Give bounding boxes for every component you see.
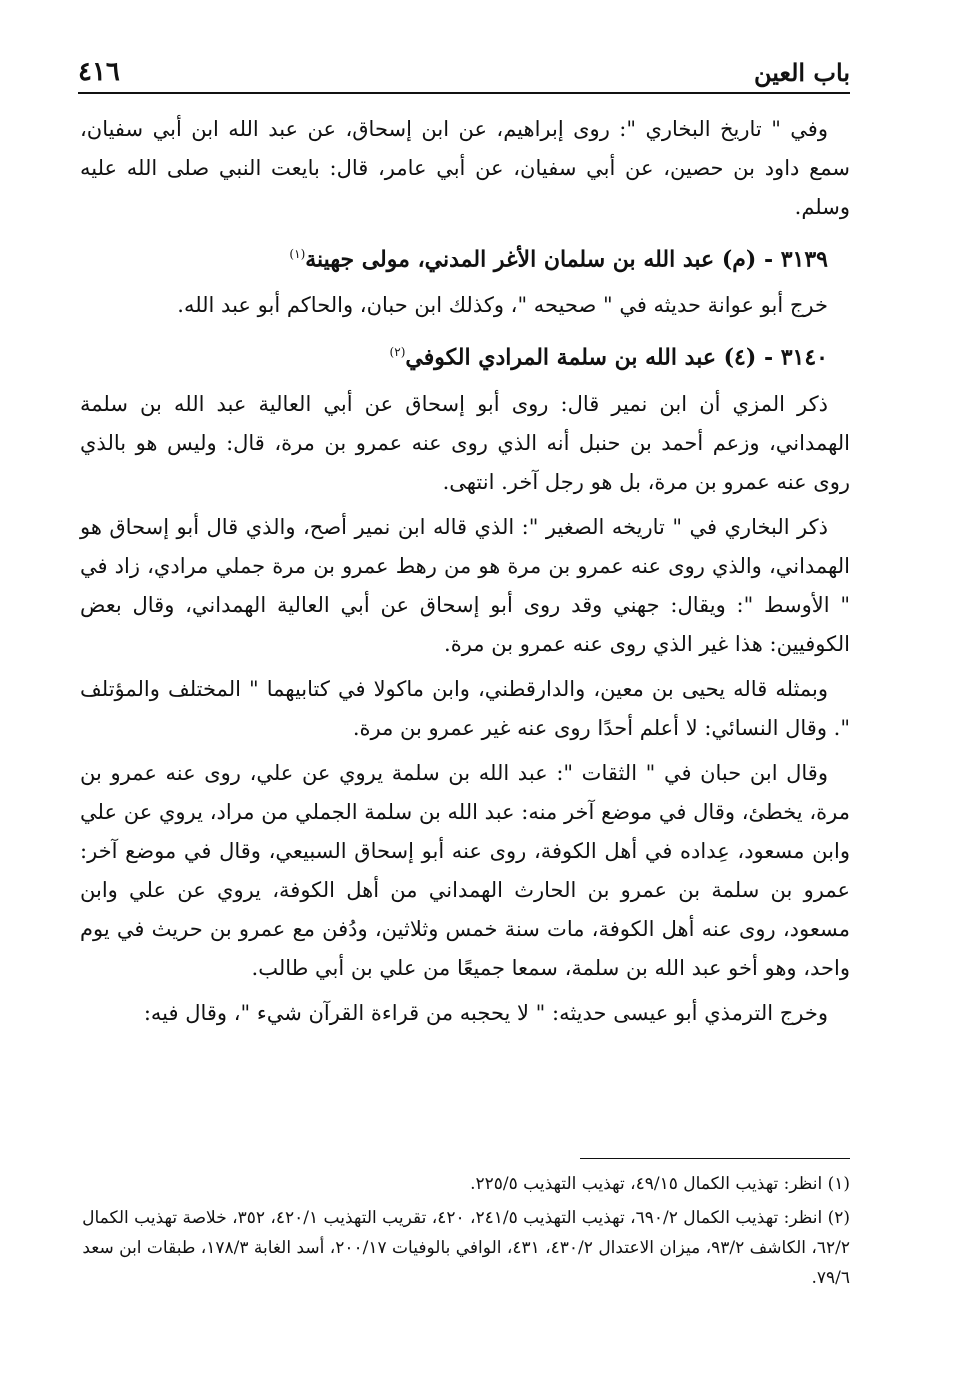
paragraph: وفي " تاريخ البخاري ": روى إبراهيم، عن ابن إسحاق، عن عبد الله ابن أبي سفيان، سمع داود بن حصين، عن أبي سفيان، عن أبي عامر، قال: بايعت النبي صلى الله عليه وسلم. — [80, 117, 850, 219]
page-header — [78, 52, 850, 94]
paragraph: ذكر المزي أن ابن نمير قال: روى أبو إسحاق عن أبي العالية عبد الله بن سلمة الهمداني، وزعم أحمد بن حنبل أنه الذي روى عنه عمرو بن مرة، قال: وليس هو بالذي روى عنه عمرو بن مرة، بل هو رجل آخر. انتهى. — [80, 391, 850, 494]
chapter-title: باب العين — [753, 57, 850, 87]
entry-heading-3140: ٣١٤٠ - (٤) عبد الله بن سلمة المرادي الكوفي$^{(٢)}$ — [389, 344, 828, 371]
page-number: ٤١٦ — [78, 57, 120, 87]
footnote-ref: (٢) — [389, 345, 406, 360]
footnote-1: (١) انظر: تهذيب الكمال ٤٩/١٥، تهذيب التهذيب ٢٢٥/٥. — [470, 1174, 850, 1194]
paragraph: وقال ابن حبان في " الثقات ": عبد الله بن سلمة يروي عن علي، روى عنه عمرو بن مرة، يخطئ، وقال في موضع آخر منه: عبد الله بن سلمة الجملي من مراد، يروي عن علي وابن مسعود، عِداده في أهل الكوفة، روى عنه أبو إسحاق السبيعي، وقال في موضع آخر: عمرو بن سلمة بن عمرو بن الحارث الهمداني من أهل الكوفة، يروي عن علي وابن مسعود، روى عنه أهل الكوفة، مات سنة خمس وثلاثين، ودُفن مع عمرو بن حريث في يوم واحد، وهو أخو عبد الله بن سلمة، سمعا جميعًا من علي بن أبي طالب. — [80, 760, 850, 980]
paragraph: ذكر البخاري في " تاريخه الصغير ": الذي قاله ابن نمير أصح، والذي قال أبو إسحاق هو الهمداني، والذي روى عنه عمرو بن مرة هو من رهط عمرو بن مرة جملي مرادي، زاد في " الأوسط ": ويقال: جهني وقد روى أبو إسحاق عن أبي العالية الهمداني، وقال بعض الكوفيين: هذا غير الذي روى عنه عمرو بن مرة. — [80, 514, 850, 656]
paragraph: وخرج الترمذي أبو عيسى حديثه: " لا يحجبه من قراءة القرآن شيء "، وقال فيه: — [143, 1000, 828, 1025]
footnotes — [80, 1158, 850, 1297]
footnote-2: (٢) انظر: تهذيب الكمال ٦٩٠/٢، تهذيب التهذيب ٢٤١/٥، ٤٢٠، تقريب التهذيب ٤٢٠/١، ٣٥٢، خلاصة تهذيب الكمال ٦٢/٢، الكاشف ٩٣/٢، ميزان الاعتدال ٤٣٠/٢، ٤٣١، الوافي بالوفيات ٢٠٠/١٧، أسد الغابة ١٧٨/٣، طبقات ابن سعد ٧٩/٦. — [82, 1208, 850, 1288]
main-text — [80, 110, 850, 1039]
footnote-divider — [580, 1158, 850, 1159]
paragraph: وبمثله قاله يحيى بن معين، والدارقطني، وابن ماكولا في كتابيهما " المختلف والمؤتلف ". وقال النسائي: لا أعلم أحدًا روى عنه غير عمرو بن مرة. — [80, 676, 850, 740]
footnote-ref: (١) — [289, 247, 306, 261]
paragraph: خرج أبو عوانة حديثه في " صحيحه "، وكذلك ابن حبان، والحاكم أبو عبد الله. — [177, 293, 828, 318]
entry-heading-3139: ٣١٣٩ - (م) عبد الله بن سلمان الأغر المدني، مولى جهينة$^{(١)}$ — [289, 246, 828, 273]
